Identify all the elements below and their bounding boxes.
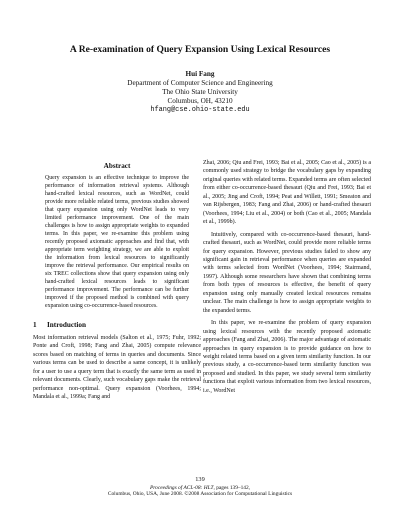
author-name: Hui Fang	[185, 70, 215, 78]
affiliation-line: The Ohio State University	[162, 88, 238, 96]
body-paragraph: Intuitively, compared with co-occurrence-based thesauri, hand-crafted thesauri, such as WordNet, could provide more reliable terms for query expansion. However, previous studies failed to show any significant gain in retrieval performance when queries are expanded with terms selected from WordNet (Voorhees, 1994; Stairmand, 1997). Although some researchers have shown that combining terms from both types of resources is effective, the benefit of query expansion using only manually created lexical resources remains unclear. The main challenge is how to assign appropriate weights to the expanded terms.	[203, 231, 371, 314]
section-number: 1	[33, 321, 37, 329]
page-number: 139	[195, 476, 205, 483]
copyright-line: Columbus, Ohio, USA, June 2008. ©2008 Association for Computational Linguistics	[107, 491, 293, 498]
body-paragraph: In this paper, we re-examine the problem of query expansion using lexical resources with the recently proposed axiomatic approaches (Fang and Zhai, 2006). The major advantage of axiomatic approaches in query expansion is to provide guidance on how to weight related terms based on a given term similarity function. In our previous study, a co-occurrence-based term similarity function was proposed and studied. In this paper, we study several term similarity functions that exploit various information from two lexical resources, i.e., WordNet	[203, 320, 371, 394]
affiliation-line: Columbus, OH, 43210	[167, 97, 233, 105]
page-footer	[0, 477, 400, 498]
section-title: Introduction	[47, 321, 87, 329]
abstract-text: Query expansion is an effective technique to improve the performance of information retrieval systems. Although hand-crafted lexical resources, such as WordNet, could provide more reliable related terms, previous studies showed that query expansion using only WordNet leads to very limited performance improvement. One of the main challenges is how to assign appropriate weights to expanded terms. In this paper, we re-examine this problem using recently proposed axiomatic approaches and find that, with appropriate term weighting strategy, we are able to exploit the information from lexical resources to significantly improve the retrieval performance. Our empirical results on six TREC collections show that query expansion using only hand-crafted lexical resources leads to significant performance improvement. The performance can be further improved if the proposed method is combined with query expansion using co-occurrence-based resources.	[45, 175, 189, 309]
author-block	[0, 70, 400, 115]
author-email[interactable]: hfang@cse.ohio-state.edu	[150, 106, 250, 114]
intro-paragraph: Most information retrieval models (Salton et al., 1975; Fuhr, 1992; Ponte and Croft, 1998; Fang and Zhai, 2005) compute relevance scores based on matching of terms in queries and documents. Since various terms can be used to describe a same concept, it is unlikely for a user to use a query term that is exactly the same term as used in relevant documents. Clearly, such vocabulary gaps make the retrieval performance non-optimal. Query expansion (Voorhees, 1994; Mandala et al., 1999a; Fang and	[33, 335, 201, 401]
right-column	[203, 161, 371, 395]
body-paragraph: Zhai, 2006; Qiu and Frei, 1993; Bai et al., 2005; Cao et al., 2005) is a commonly used strategy to bridge the vocabulary gaps by expanding original queries with related terms. Expanded terms are often selected from either co-occurrence-based thesauri (Qiu and Frei, 1993; Bai et al., 2005; Jing and Croft, 1994; Peat and Willett, 1991; Smeaton and van Rijsbergen, 1983; Fang and Zhai, 2006) or hand-crafted thesauri (Voorhees, 1994; Liu et al., 2004) or both (Cao et al., 2005; Mandala et al., 1999b).	[203, 160, 371, 226]
proceedings-name: Proceedings of ACL-08: HLT	[149, 484, 214, 491]
left-column	[33, 161, 201, 402]
paper-title: A Re-examination of Query Expansion Using Lexical Resources	[69, 44, 331, 55]
affiliation-line: Department of Computer Science and Engineering	[127, 79, 273, 87]
abstract-heading: Abstract	[103, 162, 131, 170]
proceedings-pages: , pages 139–142,	[213, 484, 251, 491]
section-heading	[33, 320, 201, 330]
